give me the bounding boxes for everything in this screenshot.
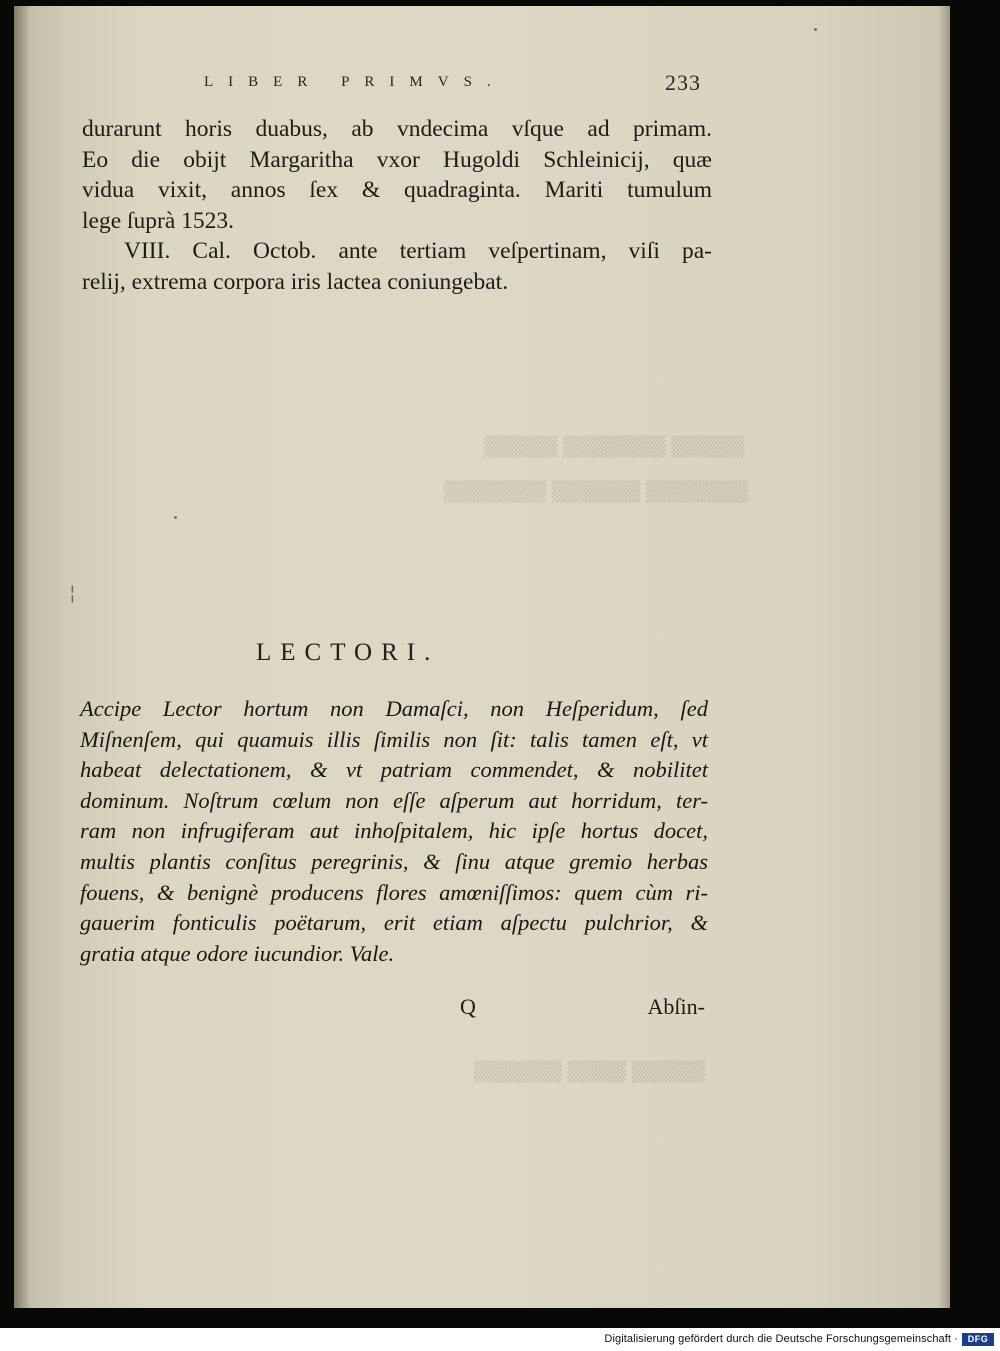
text-line: ram non infrugiferam aut inhoſpitalem, hic ipſe hortus docet, [80,818,708,844]
text-line: Accipe Lector hortum non Damaſci, non Heſperidum, ſed [80,696,708,721]
text-line: relij, extrema corpora iris lactea coniungebat. [82,268,509,295]
page-number: 233 [665,70,701,95]
text-line: durarunt horis duabus, ab vndecima vſque ad primam. [82,116,712,142]
text-line: multis plantis conſitus peregrinis, & ſinu atque gremio herbas [80,848,708,874]
text-line: vidua vixit, annos ſex & quadraginta. Mariti tumulum [82,177,712,203]
catchword: Abſin- [647,994,705,1019]
text-line: VIII. Cal. Octob. ante tertiam veſpertinam, viſi pa- [124,238,712,264]
show-through: ▒▒▒▒▒ ▒▒▒▒ ▒▒▒▒▒▒ [474,1061,706,1083]
page-edge-shadow [938,6,950,1308]
text-line: habeat delectationem, & vt patriam commendet, & nobilitet [80,757,708,783]
page-gutter-shadow [14,6,30,1308]
funding-credit: Digitalisierung gefördert durch die Deutsche Forschungsgemeinschaft · [604,1333,958,1345]
body-text [82,114,712,297]
footer-bar [0,1328,1000,1351]
signature-mark: Q [460,994,476,1019]
ink-speck [174,516,177,519]
running-title: LIBER PRIMVS. [204,74,506,90]
text-line: lege ſuprà 1523. [82,207,235,234]
section-heading: LECTORI. [256,639,440,666]
running-head [176,72,701,100]
text-line: gauerim fonticulis poëtarum, erit etiam aſpectu pulchrior, & [80,910,708,936]
dfg-logo: DFG [962,1333,994,1346]
show-through: ▒▒▒▒▒▒▒ ▒▒▒▒▒▒ ▒▒▒▒▒▒▒ [444,481,749,503]
ink-speck [814,28,817,31]
text-line: fouens, & benignè producens flores amœniſſimos: quem cùm ri- [80,879,708,905]
catchline [460,994,705,1030]
text-line: dominum. Noſtrum cœlum non eſſe aſperum aut horridum, ter- [80,787,708,813]
text-line: Eo die obijt Margaritha vxor Hugoldi Schleinicij, quæ [82,146,712,173]
text-line: gratia atque odore iucundior. Vale. [80,940,395,966]
text-line: Miſnenſem, qui quamuis illis ſimilis non ſit: talis tamen eſt, vt [80,726,708,752]
preface-text [80,694,708,969]
show-through: ▒▒▒▒▒ ▒▒▒▒▒▒▒ ▒▒▒▒▒ [484,436,745,458]
margin-marks: ¦ [69,580,76,604]
book-page [14,6,950,1308]
